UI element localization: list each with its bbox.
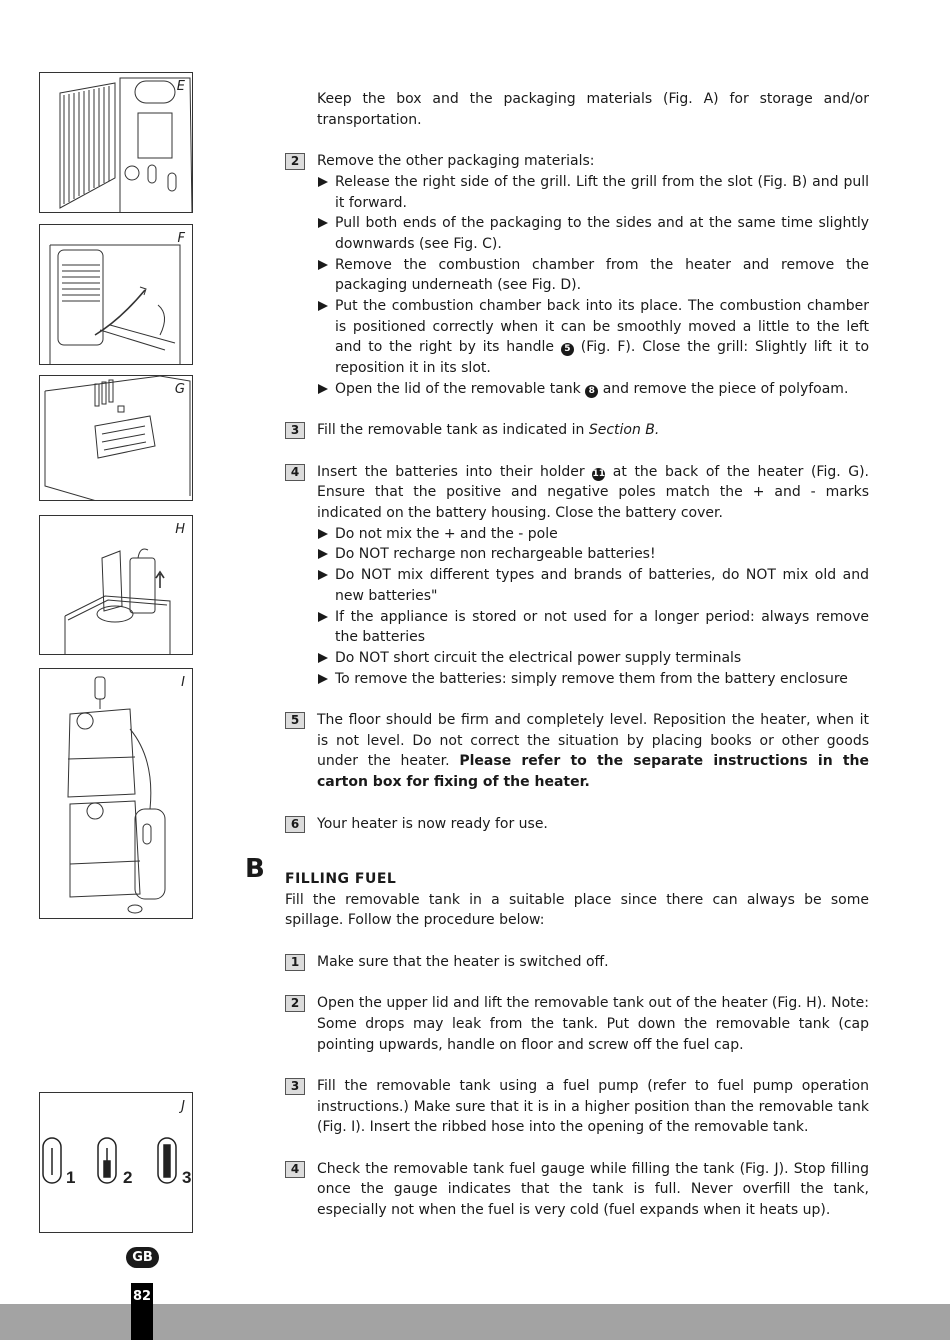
fill-step-3	[285, 1076, 869, 1138]
fuel-gauge-levels-illustration	[40, 1093, 193, 1233]
step-ready	[285, 814, 869, 835]
step-level-floor	[285, 710, 869, 793]
fill-step-1	[285, 952, 869, 973]
figure-label: G	[174, 382, 185, 397]
figure-g	[39, 375, 193, 501]
figure-h	[39, 515, 193, 655]
bullet-item: Pull both ends of the packaging to the sides and at the same time slightly downwards (see Fig. C).	[317, 213, 869, 254]
tank-ref-badge: 8	[585, 385, 598, 398]
gauge-level-1: 1	[66, 1168, 76, 1187]
bullet-item: Do not mix the + and the - pole	[317, 524, 869, 545]
step-text: Fill the removable tank using a fuel pump (refer to fuel pump operation instructions.) Make sure that it is in a higher position than the removable tank (Fig. I). Insert the ribbed hose into the opening of the removable tank.	[317, 1077, 869, 1136]
bullet-item: To remove the batteries: simply remove them from the battery enclosure	[317, 669, 869, 690]
bullet-text: Put the combustion chamber back into its place. The combustion chamber is positioned correctly when it can be smoothly moved a little to the left and to the right by its handle	[335, 298, 869, 356]
step-text: Remove the other packaging materials:	[317, 153, 595, 170]
section-reference: Section B.	[588, 422, 660, 439]
figure-label: H	[175, 522, 185, 537]
step-number: 4	[285, 464, 305, 481]
step-remove-packaging	[285, 151, 869, 399]
intro-paragraph	[285, 89, 869, 130]
language-badge: GB	[126, 1247, 159, 1268]
tank-removal-illustration	[40, 516, 193, 655]
step-text: Make sure that the heater is switched off.	[317, 953, 609, 970]
fuel-pump-tank-illustration	[40, 669, 193, 919]
figure-label: I	[181, 675, 185, 690]
gauge-level-3: 3	[182, 1168, 192, 1187]
bullet-item: Do NOT short circuit the electrical power supply terminals	[317, 648, 869, 669]
intro-text: Keep the box and the packaging materials (Fig. A) for storage and/or transportation.	[317, 91, 869, 128]
instructions-content	[245, 89, 870, 1221]
heater-grill-open-illustration	[40, 73, 193, 213]
holder-ref-badge: 11	[592, 468, 605, 479]
figure-j	[39, 1092, 193, 1233]
figure-f	[39, 224, 193, 365]
figure-label: F	[177, 231, 185, 246]
step-number: 3	[285, 1078, 305, 1095]
step-number: 4	[285, 1161, 305, 1178]
bullet-item	[317, 379, 869, 400]
section-intro: Fill the removable tank in a suitable place since there can always be some spillage. Follow the procedure below:	[285, 891, 869, 929]
step-number: 5	[285, 712, 305, 729]
bullet-item: Remove the combustion chamber from the heater and remove the packaging underneath (see Fig. D).	[317, 255, 869, 296]
bullet-item	[317, 296, 869, 379]
battery-holder-illustration	[40, 376, 193, 501]
step-text: Fill the removable tank as indicated in	[317, 422, 585, 439]
bold-notice: Please refer to the separate instructions in the carton box for fixing of the heater.	[317, 753, 870, 791]
handle-ref-badge: 5	[561, 343, 574, 356]
step-text: at the back of the heater (Fig. G). Ensure that the positive and negative poles match the + and - marks indicated on the battery housing. Close the battery cover.	[317, 463, 870, 522]
figure-e	[39, 72, 193, 213]
step-number: 1	[285, 954, 305, 971]
step-text: Insert the batteries into their holder	[317, 463, 585, 480]
section-letter: B	[245, 853, 265, 884]
bullet-item: Release the right side of the grill. Lift the grill from the slot (Fig. B) and pull it forward.	[317, 172, 869, 213]
step-number: 2	[285, 153, 305, 170]
step-fill-tank	[285, 420, 869, 441]
bullet-text: and remove the piece of polyfoam.	[602, 380, 849, 397]
bullet-text: Open the lid of the removable tank	[335, 380, 581, 397]
step-number: 2	[285, 995, 305, 1012]
fill-step-2	[285, 993, 869, 1055]
section-title: FILLING FUEL	[285, 870, 397, 887]
step-number: 3	[285, 422, 305, 439]
step-insert-batteries	[285, 462, 869, 690]
bullet-text: (Fig. F). Close the grill: Slightly lift it to reposition it in its slot.	[335, 339, 870, 377]
bullet-item: If the appliance is stored or not used for a longer period: always remove the batteries	[317, 607, 869, 648]
step-text: Check the removable tank fuel gauge while filling the tank (Fig. J). Stop filling once the gauge indicates that the tank is full. Never overfill the tank, especially not when the fuel is very cold (fuel expands when it heats up).	[317, 1160, 869, 1219]
step-text: The floor should be firm and completely level. Reposition the heater, when it is not level. Do not correct the situation by placing books or other goods under the heater.	[317, 712, 869, 770]
combustion-chamber-handle-illustration	[40, 225, 193, 365]
step-text: Your heater is now ready for use.	[317, 815, 548, 832]
figure-label: E	[176, 79, 185, 94]
step-text: Open the upper lid and lift the removable tank out of the heater (Fig. H). Note: Some drops may leak from the tank. Put down the removable tank (cap pointing upwards, handle on floor and screw off the fuel cap.	[317, 995, 869, 1053]
figure-label: J	[181, 1099, 185, 1114]
figure-i	[39, 668, 193, 919]
section-b	[245, 853, 869, 931]
page-number: 82	[131, 1283, 153, 1340]
step-number: 6	[285, 816, 305, 833]
bullet-item: Do NOT mix different types and brands of batteries, do NOT mix old and new batteries"	[317, 565, 869, 606]
fill-step-4	[285, 1159, 869, 1221]
gauge-level-2: 2	[123, 1168, 133, 1187]
bullet-item: Do NOT recharge non rechargeable batteries!	[317, 544, 869, 565]
